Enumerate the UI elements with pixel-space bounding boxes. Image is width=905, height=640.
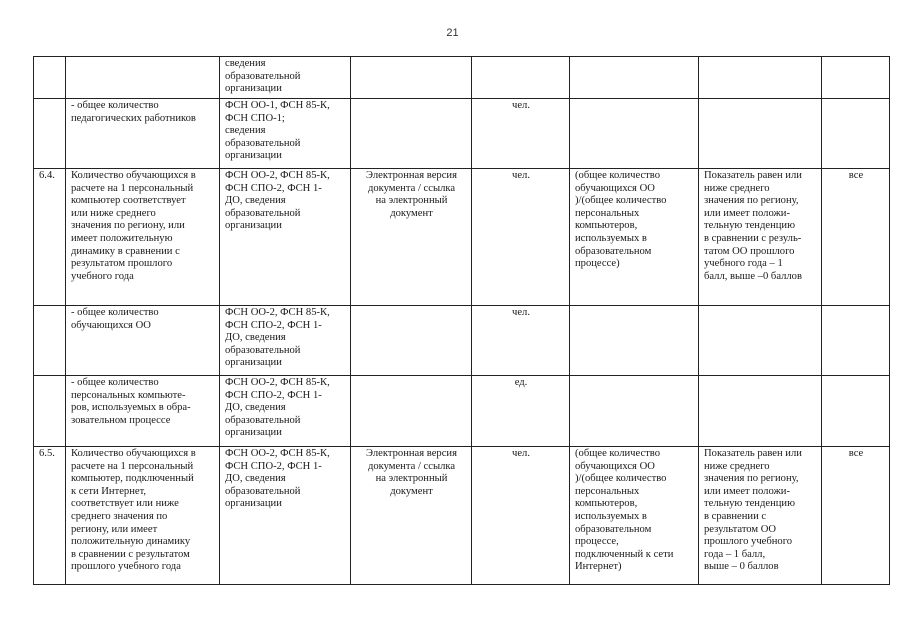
text-line: - общее количество [71,100,159,111]
text-line: прошлого учебного [704,536,793,548]
text-line: чел. [512,170,530,181]
text-line: тельную тенденцию [704,220,795,232]
text-line: тельную тенденцию [704,498,795,510]
text-line: образовательной [225,485,301,497]
text-line: на электронный [375,473,448,485]
text-line: в сравнении с [704,510,767,522]
text-line: организации [225,357,282,369]
text-line: чел. [512,307,530,318]
text-line: к сети Интернет, [71,485,147,497]
text-line: образовательной [225,344,301,356]
text-line: Количество обучающихся в [71,170,196,181]
applies-to-cell [822,447,890,585]
table-row [34,447,890,585]
text-line: ниже среднего [704,460,770,472]
text-line: обучающихся ОО [575,182,655,194]
text-line: компьютер, подключенный [71,473,194,485]
text-line: соответствует или ниже [71,498,179,510]
text-line: документ [390,485,433,497]
evidence-cell [351,169,472,306]
evidence-cell [351,376,472,447]
source-cell [220,169,351,306]
evidence-cell [351,57,472,99]
text-line: балл, выше –0 баллов [704,270,802,282]
row-number [34,306,66,376]
text-line: образовательной [225,414,301,426]
row-number [34,57,66,99]
evidence-cell [351,99,472,169]
text-line: татом ОО прошлого [704,245,795,257]
text-line: подключенный к сети [575,548,674,560]
text-line: ФСН СПО-2, ФСН 1- [225,389,322,401]
text-line: организации [225,220,282,232]
table-row [34,169,890,306]
indicator-cell [66,447,220,585]
source-cell [220,99,351,169]
text-line: ДО, сведения [225,402,286,414]
unit-cell [472,447,570,585]
formula-cell [570,447,699,585]
source-cell [220,376,351,447]
text-line: результатом ОО [704,523,777,535]
text-line: учебного года [71,270,134,282]
formula-cell [570,99,699,169]
text-line: прошлого учебного года [71,561,181,573]
applies-to-cell [822,306,890,376]
text-line: расчете на 1 персональный [71,460,194,472]
row-number [34,169,66,306]
text-line: или имеет положи- [704,207,790,219]
source-cell [220,447,351,585]
text-line: ров, используемых в обра- [71,402,191,414]
text-line: результатом прошлого [71,258,173,270]
text-line: в сравнении с резуль- [704,232,802,244]
formula-cell [570,169,699,306]
unit-cell [472,57,570,99]
evidence-cell [351,306,472,376]
applies-to-cell [822,169,890,306]
text-line: ниже среднего [704,182,770,194]
text-line: ФСН СПО-2, ФСН 1- [225,460,322,472]
text-line: организации [225,150,282,162]
evidence-cell [351,447,472,585]
unit-cell [472,376,570,447]
table-row [34,99,890,169]
text-line: образовательном [575,245,652,257]
text-line: ФСН ОО-2, ФСН 85-К, [225,170,330,181]
text-line: расчете на 1 персональный [71,182,194,194]
applies-to-cell [822,99,890,169]
applies-to-cell [822,376,890,447]
text-line: Интернет) [575,561,622,573]
text-line: ФСН СПО-2, ФСН 1- [225,182,322,194]
table-row [34,306,890,376]
text-line: или имеет положи- [704,485,790,497]
text-line: персональных [575,485,640,497]
text-line: все [848,170,864,181]
text-line: ФСН СПО-2, ФСН 1- [225,319,322,331]
text-line: персональных компьюте- [71,389,186,401]
text-line: зовательном процессе [71,414,171,426]
text-line: ФСН ОО-2, ФСН 85-К, [225,448,330,459]
text-line: используемых в [575,510,647,522]
text-line: Показатель равен или [704,170,802,181]
text-line: сведения [225,58,266,69]
text-line: организации [225,427,282,439]
formula-cell [570,306,699,376]
row-number [34,447,66,585]
indicator-cell [66,57,220,99]
text-line: значения по региону, [704,195,799,207]
text-line: - общее количество [71,307,159,318]
text-line: имеет положительную [71,232,173,244]
text-line: Количество обучающихся в [71,448,196,459]
criteria-cell [699,99,822,169]
criteria-cell [699,57,822,99]
text-line: компьютеров, [575,498,638,510]
page-number: 21 [446,27,459,39]
text-line: используемых в [575,232,647,244]
indicator-cell [66,376,220,447]
table-row [34,376,890,447]
formula-cell [570,57,699,99]
unit-cell [472,169,570,306]
text-line: образовательной [225,137,301,149]
row-number [34,376,66,447]
indicator-cell [66,169,220,306]
text-line: значения по региону, или [71,220,185,232]
text-line: 6.5. [39,448,55,459]
text-line: (общее количество [575,448,660,459]
text-line: документа / ссылка [367,460,456,472]
text-line: педагогических работников [71,112,196,124]
unit-cell [472,99,570,169]
text-line: образовательном [575,523,652,535]
criteria-cell [699,447,822,585]
applies-to-cell [822,57,890,99]
indicator-cell [66,99,220,169]
table-row [34,57,890,99]
text-line: Электронная версия [366,170,457,181]
text-line: персональных [575,207,640,219]
text-line: ДО, сведения [225,195,286,207]
text-line: динамику в сравнении с [71,245,180,257]
text-line: компьютеров, [575,220,638,232]
text-line: положительную динамику [71,536,191,548]
text-line: чел. [512,448,530,459]
criteria-table [33,56,890,585]
text-line: сведения [225,125,266,137]
text-line: (общее количество [575,170,660,181]
text-line: ФСН ОО-1, ФСН 85-К, [225,100,330,111]
text-line: обучающихся ОО [71,319,151,331]
text-line: ФСН СПО-1; [225,112,285,124]
text-line: - общее количество [71,377,159,388]
unit-cell [472,306,570,376]
text-line: компьютер соответствует [71,195,186,207]
text-line: среднего значения по [71,510,168,522]
text-line: Показатель равен или [704,448,802,459]
indicator-cell [66,306,220,376]
row-number [34,99,66,169]
text-line: чел. [512,100,530,111]
text-line: на электронный [375,195,448,207]
text-line: 6.4. [39,170,55,181]
text-line: выше – 0 баллов [704,561,779,573]
text-line: Электронная версия [366,448,457,459]
text-line: процессе, [575,536,619,548]
text-line: организации [225,83,282,95]
text-line: документ [390,207,433,219]
source-cell [220,306,351,376]
criteria-cell [699,306,822,376]
text-line: ФСН ОО-2, ФСН 85-К, [225,307,330,318]
text-line: образовательной [225,207,301,219]
text-line: в сравнении с результатом [71,548,190,560]
text-line: учебного года – 1 [704,258,783,270]
text-line: организации [225,498,282,510]
criteria-cell [699,169,822,306]
text-line: региону, или имеет [71,523,158,535]
text-line: все [848,448,864,459]
text-line: значения по региону, [704,473,799,485]
text-line: ФСН ОО-2, ФСН 85-К, [225,377,330,388]
source-cell [220,57,351,99]
text-line: )/(общее количество [575,473,667,485]
text-line: ед. [514,377,528,388]
text-line: )/(общее количество [575,195,667,207]
text-line: года – 1 балл, [704,548,766,560]
text-line: или ниже среднего [71,207,156,219]
text-line: образовательной [225,70,301,82]
text-line: ДО, сведения [225,473,286,485]
text-line: процессе) [575,258,620,270]
text-line: обучающихся ОО [575,460,655,472]
text-line: документа / ссылка [367,182,456,194]
text-line: ДО, сведения [225,332,286,344]
criteria-cell [699,376,822,447]
formula-cell [570,376,699,447]
